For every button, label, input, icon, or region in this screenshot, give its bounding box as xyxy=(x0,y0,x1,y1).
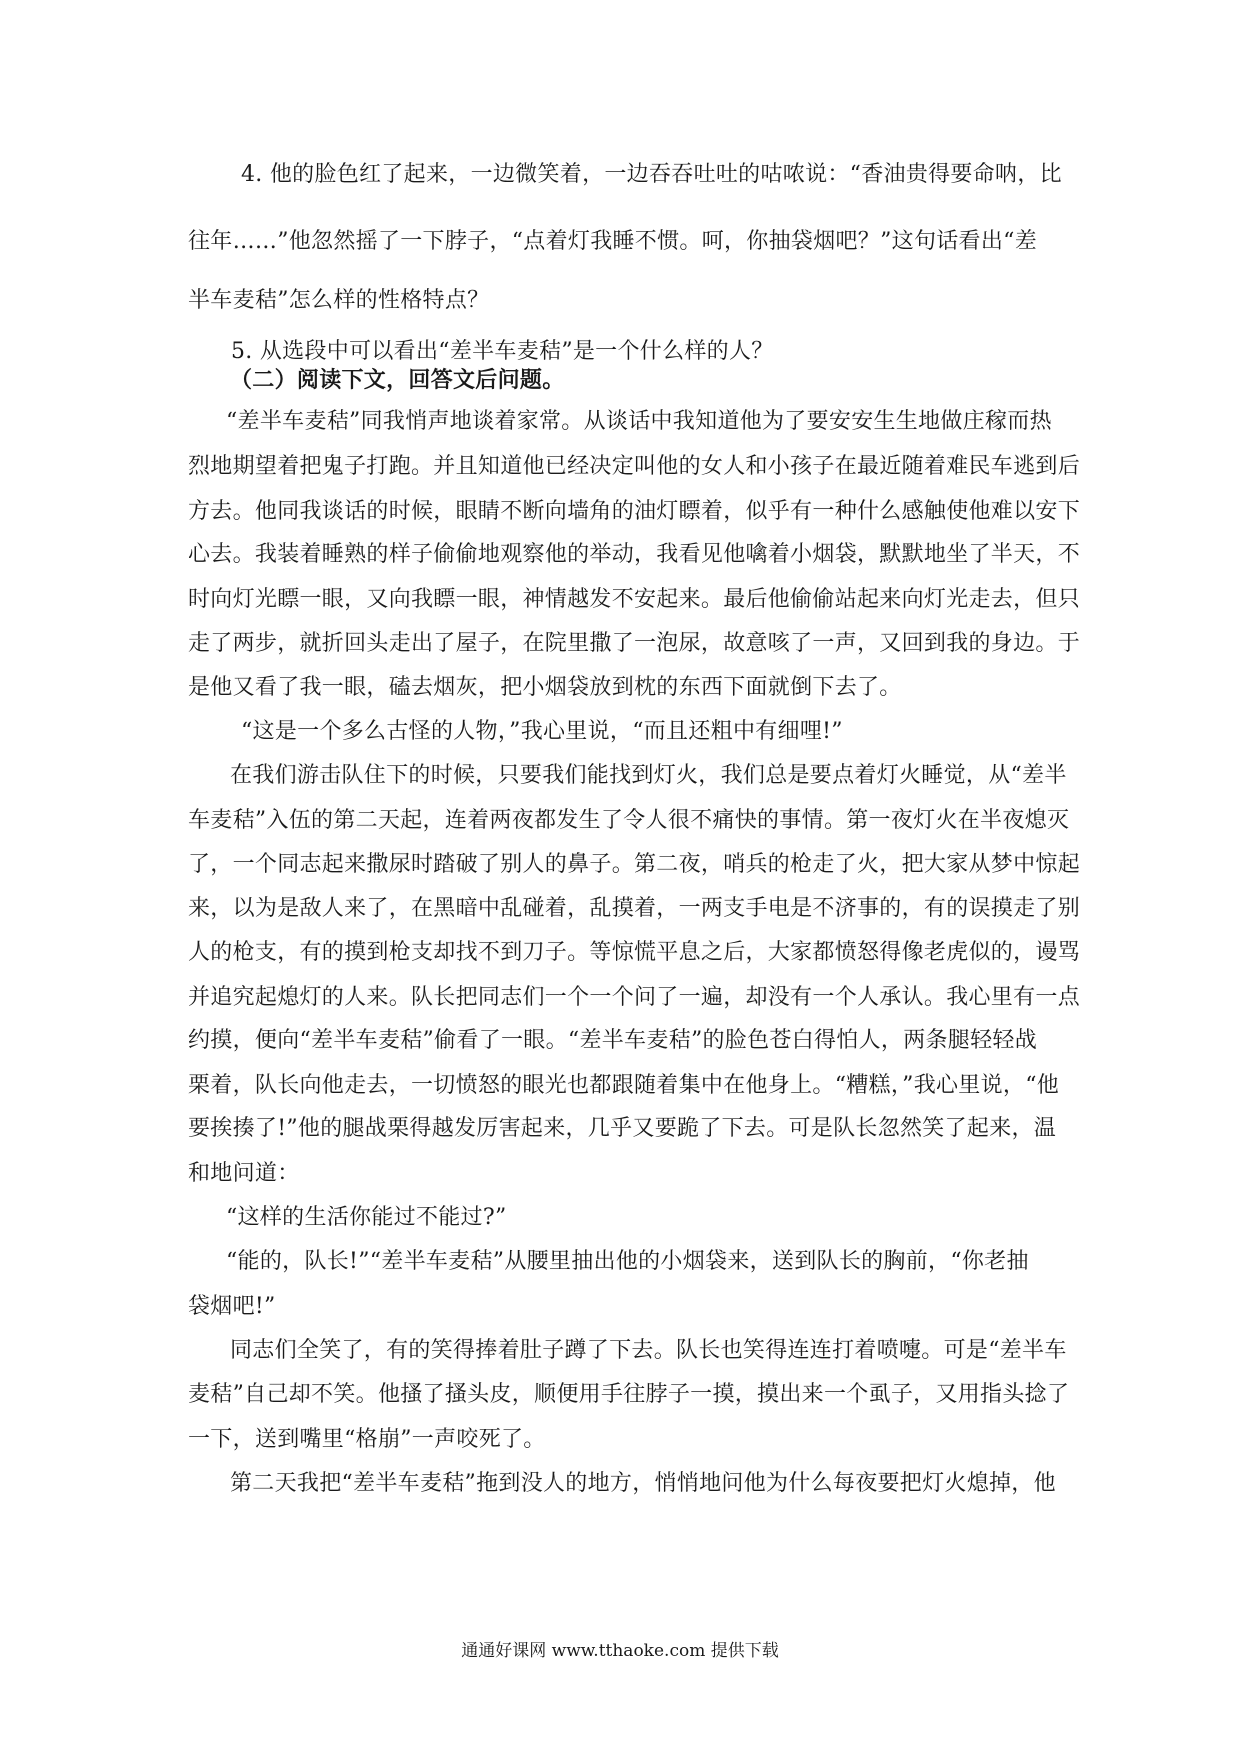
section-heading: （二）阅读下文，回答文后问题。 xyxy=(230,367,565,393)
paragraph-line: 走了两步，就折回头走出了屋子，在院里撒了一泡尿，故意咳了一声，又回到我的身边。于 xyxy=(188,631,1081,656)
paragraph-line: 栗着，队长向他走去，一切愤怒的眼光也都跟随着集中在他身上。“糟糕，”我心里说，“他 xyxy=(188,1073,1060,1098)
dialogue-line: 同志们全笑了，有的笑得捧着肚子蹲了下去。队长也笑得连连打着喷嚏。可是“差半车 xyxy=(230,1338,1067,1363)
paragraph-line: 要挨揍了!”他的腿战栗得越发厉害起来，几乎又要跪了下去。可是队长忽然笑了起来，温 xyxy=(188,1116,1057,1141)
paragraph-line: 麦秸”自己却不笑。他搔了搔头皮，顺便用手往脖子一摸，摸出来一个虱子，又用指头捻了 xyxy=(188,1382,1070,1407)
paragraph-line: 一下，送到嘴里“格崩”一声咬死了。 xyxy=(188,1427,546,1452)
question-4-line-1: 4. 他的脸色红了起来，一边微笑着，一边吞吞吐吐的咕哝说：“香油贵得要命呐，比 xyxy=(241,162,1062,187)
paragraph-line: 来，以为是敌人来了，在黑暗中乱碰着，乱摸着，一两支手电是不济事的，有的误摸走了别 xyxy=(188,896,1081,921)
paragraph-line: 人的枪支，有的摸到枪支却找不到刀子。等惊慌平息之后，大家都愤怒得像老虎似的，谩骂 xyxy=(188,940,1081,965)
paragraph-line: 方去。他同我谈话的时候，眼睛不断向墙角的油灯瞟着，似乎有一种什么感触使他难以安下 xyxy=(188,499,1081,524)
question-4-line-2: 往年……”他忽然摇了一下脖子，“点着灯我睡不惯。呵，你抽袋烟吧？”这句话看出“差 xyxy=(188,229,1037,254)
paragraph-line: 约摸，便向“差半车麦秸”偷看了一眼。“差半车麦秸”的脸色苍白得怕人，两条腿轻轻战 xyxy=(188,1028,1037,1053)
paragraph-line: 了，一个同志起来撒尿时踏破了别人的鼻子。第二夜，哨兵的枪走了火，把大家从梦中惊起 xyxy=(188,852,1081,877)
question-4-line-3: 半车麦秸”怎么样的性格特点？ xyxy=(188,288,490,313)
paragraph-line: 在我们游击队住下的时候，只要我们能找到灯火，我们总是要点着灯火睡觉，从“差半 xyxy=(230,763,1067,788)
paragraph-line: 时向灯光瞟一眼，又向我瞟一眼，神情越发不安起来。最后他偷偷站起来向灯光走去，但只 xyxy=(188,587,1081,612)
paragraph-line: 心去。我装着睡熟的样子偷偷地观察他的举动，我看见他噙着小烟袋，默默地坐了半天，不 xyxy=(188,542,1081,567)
paragraph-line: “差半车麦秸”同我悄声地谈着家常。从谈话中我知道他为了要安安生生地做庄稼而热 xyxy=(226,409,1052,434)
paragraph-line: 是他又看了我一眼，磕去烟灰，把小烟袋放到枕的东西下面就倒下去了。 xyxy=(188,675,902,700)
question-5-line: 5. 从选段中可以看出“差半车麦秸”是一个什么样的人？ xyxy=(231,339,774,364)
dialogue-line: “能的，队长!”“差半车麦秸”从腰里抽出他的小烟袋来，送到队长的胸前，“你老抽 xyxy=(226,1249,1029,1274)
dialogue-line: 袋烟吧!” xyxy=(188,1294,276,1319)
dialogue-line: “这样的生活你能过不能过?” xyxy=(226,1205,507,1230)
paragraph-line: 并追究起熄灯的人来。队长把同志们一个一个问了一遍，却没有一个人承认。我心里有一点 xyxy=(188,985,1081,1010)
page-footer: 通通好课网 www.tthaoke.com 提供下载 xyxy=(461,1641,779,1661)
paragraph-line: 第二天我把“差半车麦秸”拖到没人的地方，悄悄地问他为什么每夜要把灯火熄掉，他 xyxy=(230,1471,1056,1496)
paragraph-line: 车麦秸”入伍的第二天起，连着两夜都发生了令人很不痛快的事情。第一夜灯火在半夜熄灭 xyxy=(188,808,1070,833)
dialogue-line: “这是一个多么古怪的人物，”我心里说，“而且还粗中有细哩!” xyxy=(241,719,843,744)
paragraph-line: 烈地期望着把鬼子打跑。并且知道他已经决定叫他的女人和小孩子在最近随着难民车逃到后 xyxy=(188,454,1081,479)
paragraph-line: 和地问道： xyxy=(188,1161,300,1186)
